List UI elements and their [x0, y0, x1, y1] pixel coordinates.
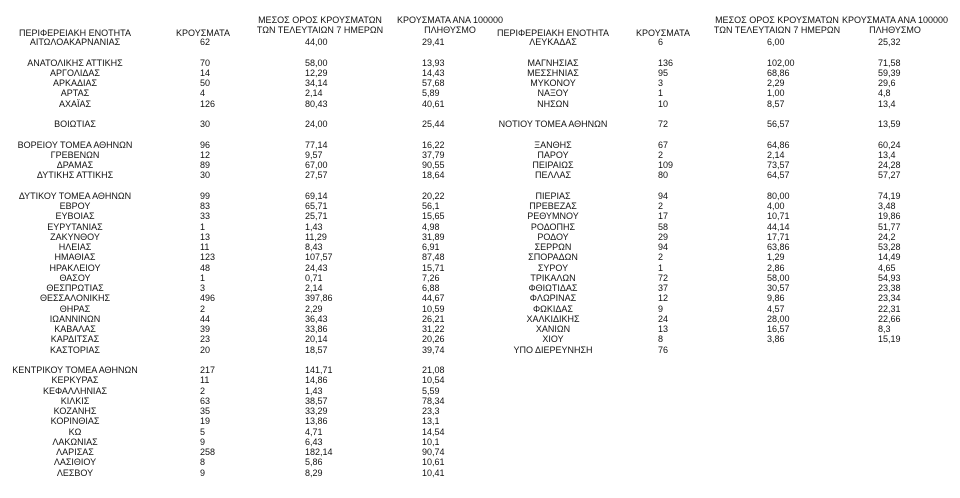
cases-cell: 76 — [658, 344, 669, 355]
per100k-cell: 54,93 — [878, 272, 901, 283]
per100k-cell: 16,22 — [422, 139, 445, 150]
right-header-avg7 — [712, 15, 842, 35]
cases-cell: 123 — [200, 252, 216, 263]
per100k-cell: 24,28 — [878, 160, 901, 170]
avg7-cell: 36,43 — [305, 313, 328, 324]
cases-cell: 13 — [200, 231, 211, 242]
avg7-cell: 1,00 — [767, 88, 785, 99]
region-name-cell: ΙΩΑΝΝΙΝΩΝ — [49, 313, 101, 324]
left-header-region: ΠΕΡΙΦΕΡΕΙΑΚΗ ΕΝΟΤΗΤΑ — [18, 28, 132, 38]
avg7-cell: 68,86 — [767, 67, 790, 78]
avg7-cell: 17,71 — [767, 231, 790, 242]
per100k-cell: 10,1 — [422, 436, 440, 447]
region-name-cell: ΧΙΟΥ — [542, 334, 564, 345]
cases-cell: 12 — [200, 149, 211, 160]
left-header-avg7-line2: ΤΩΝ ΤΕΛΕΥΤΑΙΩΝ 7 ΗΜΕΡΩΝ — [256, 25, 384, 35]
cases-cell: 9 — [658, 303, 664, 314]
region-name-cell: ΛΕΣΒΟΥ — [56, 467, 94, 478]
region-name-cell: ΧΑΛΚΙΔΙΚΗΣ — [526, 313, 580, 324]
cases-cell: 2 — [200, 385, 206, 396]
avg7-cell: 141,71 — [305, 365, 333, 375]
avg7-cell: 6,00 — [767, 37, 785, 47]
avg7-cell: 2,14 — [767, 149, 785, 160]
cases-cell: 29 — [658, 231, 669, 242]
avg7-cell: 2,86 — [767, 262, 785, 273]
cases-cell: 30 — [200, 170, 211, 181]
avg7-cell: 8,43 — [305, 242, 323, 252]
per100k-cell: 60,24 — [878, 139, 901, 150]
right-header-avg7-line2: ΤΩΝ ΤΕΛΕΥΤΑΙΩΝ 7 ΗΜΕΡΩΝ — [713, 25, 841, 35]
per100k-cell: 57,27 — [878, 170, 901, 181]
avg7-cell: 4,57 — [767, 303, 785, 314]
per100k-cell: 5,89 — [422, 88, 440, 99]
avg7-cell: 8,29 — [305, 467, 323, 478]
region-name-cell: ΔΡΑΜΑΣ — [56, 160, 94, 170]
cases-cell: 44 — [200, 313, 211, 324]
region-name-cell: ΚΟΖΑΝΗΣ — [53, 406, 97, 416]
left-header-per100k-line1: ΚΡΟΥΣΜΑΤΑ ΑΝΑ 100000 — [397, 15, 503, 25]
cases-cell: 83 — [200, 201, 211, 211]
region-name-cell: ΚΟΡΙΝΘΙΑΣ — [50, 416, 100, 427]
cases-cell: 70 — [200, 57, 211, 68]
cases-cell: 11 — [200, 375, 210, 386]
right-header-per100k-line2: ΠΛΗΘΥΣΜΟ — [869, 25, 921, 35]
cases-cell: 217 — [200, 365, 216, 375]
right-header-per100k-line1: ΚΡΟΥΣΜΑΤΑ ΑΝΑ 100000 — [842, 15, 948, 25]
avg7-cell: 27,57 — [305, 170, 328, 181]
avg7-cell: 107,57 — [305, 252, 333, 263]
avg7-cell: 4,71 — [305, 426, 323, 437]
region-name-cell: ΡΕΘΥΜΝΟΥ — [527, 211, 579, 222]
region-name-cell: ΛΕΥΚΑΔΑΣ — [529, 37, 577, 47]
per100k-cell: 13,59 — [878, 119, 901, 129]
cases-cell: 2 — [658, 252, 664, 263]
cases-cell: 72 — [658, 119, 669, 129]
avg7-cell: 24,43 — [305, 262, 328, 273]
per100k-cell: 22,66 — [878, 313, 901, 324]
avg7-cell: 1,43 — [305, 385, 323, 396]
avg7-cell: 67,00 — [305, 160, 328, 170]
per100k-cell: 15,19 — [878, 334, 901, 345]
region-name-cell: ΦΘΙΩΤΙΔΑΣ — [528, 283, 578, 293]
region-name-cell: ΛΑΚΩΝΙΑΣ — [52, 436, 98, 447]
region-name-cell: ΚΑΒΑΛΑΣ — [54, 324, 96, 334]
region-name-cell: ΘΗΡΑΣ — [59, 303, 91, 314]
region-name-cell: ΕΒΡΟΥ — [59, 201, 91, 211]
cases-cell: 19 — [200, 416, 211, 427]
avg7-cell: 33,86 — [305, 324, 328, 334]
region-name-cell: ΑΡΚΑΔΙΑΣ — [52, 78, 98, 88]
per100k-cell: 10,59 — [422, 303, 445, 314]
per100k-cell: 13,4 — [878, 149, 896, 160]
cases-cell: 33 — [200, 211, 211, 222]
per100k-cell: 25,32 — [878, 37, 901, 47]
region-name-cell: ΛΑΣΙΘΙΟΥ — [53, 457, 97, 468]
avg7-cell: 73,57 — [767, 160, 790, 170]
avg7-cell: 102,00 — [767, 57, 795, 68]
avg7-cell: 11,29 — [305, 231, 327, 242]
region-name-cell: ΛΑΡΙΣΑΣ — [56, 447, 94, 457]
per100k-cell: 6,91 — [422, 242, 440, 252]
per100k-cell: 14,54 — [422, 426, 445, 437]
per100k-cell: 4,8 — [878, 88, 891, 99]
cases-cell: 5 — [200, 426, 206, 437]
region-name-cell: ΘΑΣΟΥ — [59, 272, 91, 283]
avg7-cell: 33,29 — [305, 406, 328, 416]
cases-cell: 30 — [200, 119, 211, 129]
cases-cell: 109 — [658, 160, 674, 170]
cases-cell: 8 — [658, 334, 664, 345]
left-header-cases: ΚΡΟΥΣΜΑΤΑ — [176, 28, 230, 38]
cases-cell: 58 — [658, 221, 669, 232]
per100k-cell: 20,22 — [422, 190, 445, 201]
cases-cell: 1 — [658, 88, 664, 99]
avg7-cell: 77,14 — [305, 139, 328, 150]
per100k-cell: 10,41 — [422, 467, 445, 478]
left-header-avg7-line1: ΜΕΣΟΣ ΟΡΟΣ ΚΡΟΥΣΜΑΤΩΝ — [258, 15, 382, 25]
region-name-cell: ΝΗΣΩΝ — [537, 98, 569, 109]
cases-cell: 20 — [200, 344, 211, 355]
cases-cell: 12 — [658, 293, 669, 304]
region-name-cell: ΗΜΑΘΙΑΣ — [54, 252, 96, 263]
cases-cell: 63 — [200, 395, 211, 406]
region-name-cell: ΠΙΕΡΙΑΣ — [535, 190, 571, 201]
cases-cell: 9 — [200, 436, 206, 447]
cases-cell: 14 — [200, 67, 211, 78]
region-name-cell: ΚΕΝΤΡΙΚΟΥ ΤΟΜΕΑ ΑΘΗΝΩΝ — [12, 365, 138, 375]
avg7-cell: 8,57 — [767, 98, 785, 109]
cases-cell: 94 — [658, 190, 669, 201]
region-name-cell: ΒΟΡΕΙΟΥ ΤΟΜΕΑ ΑΘΗΝΩΝ — [17, 139, 133, 150]
avg7-cell: 58,00 — [767, 272, 790, 283]
per100k-cell: 37,79 — [422, 149, 445, 160]
per100k-cell: 87,48 — [422, 252, 445, 263]
per100k-cell: 40,61 — [422, 98, 445, 109]
per100k-cell: 13,4 — [878, 98, 896, 109]
per100k-cell: 39,74 — [422, 344, 445, 355]
cases-cell: 1 — [200, 272, 206, 283]
avg7-cell: 4,00 — [767, 201, 785, 211]
avg7-cell: 1,43 — [305, 221, 323, 232]
cases-cell: 50 — [200, 78, 211, 88]
avg7-cell: 64,57 — [767, 170, 790, 181]
avg7-cell: 397,86 — [305, 293, 333, 304]
per100k-cell: 4,65 — [878, 262, 896, 273]
cases-cell: 9 — [200, 467, 206, 478]
avg7-cell: 16,57 — [767, 324, 790, 334]
region-name-cell: ΑΝΑΤΟΛΙΚΗΣ ΑΤΤΙΚΗΣ — [27, 57, 123, 68]
region-name-cell: ΚΩ — [68, 426, 82, 437]
avg7-cell: 10,71 — [767, 211, 790, 222]
region-name-cell: ΕΥΡΥΤΑΝΙΑΣ — [47, 221, 103, 232]
per100k-cell: 6,88 — [422, 283, 440, 293]
cases-cell: 496 — [200, 293, 216, 304]
region-name-cell: ΤΡΙΚΑΛΩΝ — [530, 272, 576, 283]
cases-cell: 3 — [658, 78, 664, 88]
per100k-cell: 90,74 — [422, 447, 445, 457]
per100k-cell: 25,44 — [422, 119, 445, 129]
region-name-cell: ΚΕΡΚΥΡΑΣ — [51, 375, 99, 386]
per100k-cell: 10,61 — [422, 457, 445, 468]
per100k-cell: 7,26 — [422, 272, 440, 283]
cases-cell: 23 — [200, 334, 211, 345]
cases-cell: 2 — [658, 201, 664, 211]
per100k-cell: 23,34 — [878, 293, 901, 304]
right-header-region: ΠΕΡΙΦΕΡΕΙΑΚΗ ΕΝΟΤΗΤΑ — [496, 28, 610, 38]
avg7-cell: 56,57 — [767, 119, 790, 129]
region-name-cell: ΝΟΤΙΟΥ ΤΟΜΕΑ ΑΘΗΝΩΝ — [498, 119, 608, 129]
region-name-cell: ΑΡΤΑΣ — [60, 88, 90, 99]
region-name-cell: ΦΛΩΡΙΝΑΣ — [529, 293, 577, 304]
avg7-cell: 64,86 — [767, 139, 790, 150]
cases-cell: 48 — [200, 262, 211, 273]
cases-cell: 72 — [658, 272, 669, 283]
avg7-cell: 2,14 — [305, 88, 323, 99]
per100k-cell: 51,77 — [878, 221, 901, 232]
avg7-cell: 2,14 — [305, 283, 323, 293]
per100k-cell: 74,19 — [878, 190, 901, 201]
region-name-cell: ΠΕΛΛΑΣ — [534, 170, 572, 181]
right-header-avg7-line1: ΜΕΣΟΣ ΟΡΟΣ ΚΡΟΥΣΜΑΤΩΝ — [715, 15, 839, 25]
cases-cell: 80 — [658, 170, 669, 181]
cases-cell: 67 — [658, 139, 669, 150]
per100k-cell: 26,21 — [422, 313, 445, 324]
region-name-cell: ΚΑΡΔΙΤΣΑΣ — [50, 334, 100, 345]
per100k-cell: 14,49 — [878, 252, 901, 263]
region-name-cell: ΚΕΦΑΛΛΗΝΙΑΣ — [42, 385, 108, 396]
region-name-cell: ΡΟΔΟΠΗΣ — [530, 221, 576, 232]
per100k-cell: 21,08 — [422, 365, 445, 375]
cases-cell: 2 — [200, 303, 206, 314]
region-name-cell: ΜΕΣΣΗΝΙΑΣ — [527, 67, 579, 78]
avg7-cell: 30,57 — [767, 283, 790, 293]
per100k-cell: 19,86 — [878, 211, 901, 222]
region-name-cell: ΣΥΡΟΥ — [537, 262, 569, 273]
region-name-cell: ΗΛΕΙΑΣ — [58, 242, 92, 252]
per100k-cell: 24,2 — [878, 231, 896, 242]
avg7-cell: 13,86 — [305, 416, 328, 427]
region-name-cell: ΣΠΟΡΑΔΩΝ — [528, 252, 578, 263]
right-header-per100k — [830, 15, 960, 35]
avg7-cell: 5,86 — [305, 457, 323, 468]
avg7-cell: 14,86 — [305, 375, 328, 386]
avg7-cell: 18,57 — [305, 344, 328, 355]
avg7-cell: 28,00 — [767, 313, 790, 324]
avg7-cell: 0,71 — [305, 272, 323, 283]
avg7-cell: 3,86 — [767, 334, 785, 345]
per100k-cell: 53,28 — [878, 242, 901, 252]
region-name-cell: ΑΧΑΪΑΣ — [58, 98, 92, 109]
region-name-cell: ΗΡΑΚΛΕΙΟΥ — [49, 262, 101, 273]
avg7-cell: 44,14 — [767, 221, 790, 232]
cases-cell: 62 — [200, 37, 211, 47]
cases-cell: 13 — [658, 324, 669, 334]
region-name-cell: ΚΑΣΤΟΡΙΑΣ — [50, 344, 100, 355]
cases-cell: 39 — [200, 324, 211, 334]
avg7-cell: 20,14 — [305, 334, 328, 345]
cases-cell: 3 — [200, 283, 206, 293]
avg7-cell: 1,29 — [767, 252, 785, 263]
cases-cell: 37 — [658, 283, 669, 293]
per100k-cell: 3,48 — [878, 201, 896, 211]
cases-cell: 17 — [658, 211, 669, 222]
per100k-cell: 10,54 — [422, 375, 445, 386]
per100k-cell: 4,98 — [422, 221, 440, 232]
cases-cell: 11 — [200, 242, 210, 252]
per100k-cell: 18,64 — [422, 170, 445, 181]
region-name-cell: ΦΩΚΙΔΑΣ — [533, 303, 573, 314]
avg7-cell: 2,29 — [767, 78, 785, 88]
region-name-cell: ΑΙΤΩΛΟΑΚΑΡΝΑΝΙΑΣ — [29, 37, 121, 47]
per100k-cell: 56,1 — [422, 201, 440, 211]
per100k-cell: 44,67 — [422, 293, 445, 304]
region-name-cell: ΧΑΝΙΩΝ — [535, 324, 571, 334]
region-name-cell: ΠΡΕΒΕΖΑΣ — [529, 201, 577, 211]
left-header-avg7 — [255, 15, 385, 35]
per100k-cell: 15,65 — [422, 211, 445, 222]
region-name-cell: ΡΟΔΟΥ — [537, 231, 569, 242]
cases-cell: 96 — [200, 139, 211, 150]
region-name-cell: ΘΕΣΠΡΩΤΙΑΣ — [46, 283, 104, 293]
region-name-cell: ΝΑΞΟΥ — [537, 88, 569, 99]
cases-cell: 4 — [200, 88, 206, 99]
per100k-cell: 23,3 — [422, 406, 440, 416]
per100k-cell: 29,41 — [422, 37, 445, 47]
per100k-cell: 31,22 — [422, 324, 445, 334]
avg7-cell: 58,00 — [305, 57, 328, 68]
per100k-cell: 90,55 — [422, 160, 445, 170]
cases-cell: 24 — [658, 313, 669, 324]
region-name-cell: ΜΥΚΟΝΟΥ — [530, 78, 576, 88]
region-name-cell: ΥΠΟ ΔΙΕΡΕΥΝΗΣΗ — [513, 344, 593, 355]
region-name-cell: ΕΥΒΟΙΑΣ — [55, 211, 95, 222]
cases-cell: 258 — [200, 447, 216, 457]
cases-cell: 8 — [200, 457, 206, 468]
per100k-cell: 14,43 — [422, 67, 445, 78]
region-name-cell: ΔΥΤΙΚΗΣ ΑΤΤΙΚΗΣ — [36, 170, 114, 181]
per100k-cell: 15,71 — [422, 262, 445, 273]
per100k-cell: 5,59 — [422, 385, 440, 396]
per100k-cell: 23,38 — [878, 283, 901, 293]
cases-cell: 35 — [200, 406, 211, 416]
cases-cell: 136 — [658, 57, 674, 68]
per100k-cell: 71,58 — [878, 57, 901, 68]
per100k-cell: 8,3 — [878, 324, 891, 334]
per100k-cell: 29,6 — [878, 78, 896, 88]
region-name-cell: ΠΕΙΡΑΙΩΣ — [532, 160, 574, 170]
per100k-cell: 13,1 — [422, 416, 440, 427]
cases-cell: 6 — [658, 37, 664, 47]
avg7-cell: 9,57 — [305, 149, 323, 160]
cases-cell: 99 — [200, 190, 211, 201]
region-name-cell: ΜΑΓΝΗΣΙΑΣ — [527, 57, 579, 68]
left-header-per100k-line2: ΠΛΗΘΥΣΜΟ — [424, 25, 476, 35]
cases-cell: 10 — [658, 98, 669, 109]
per100k-cell: 22,31 — [878, 303, 901, 314]
avg7-cell: 2,29 — [305, 303, 323, 314]
region-name-cell: ΑΡΓΟΛΙΔΑΣ — [50, 67, 100, 78]
region-name-cell: ΘΕΣΣΑΛΟΝΙΚΗΣ — [39, 293, 111, 304]
avg7-cell: 38,57 — [305, 395, 328, 406]
avg7-cell: 9,86 — [767, 293, 785, 304]
per100k-cell: 13,93 — [422, 57, 445, 68]
avg7-cell: 65,71 — [305, 201, 328, 211]
right-header-cases: ΚΡΟΥΣΜΑΤΑ — [636, 28, 690, 38]
per100k-cell: 78,34 — [422, 395, 445, 406]
per100k-cell: 59,39 — [878, 67, 901, 78]
avg7-cell: 63,86 — [767, 242, 790, 252]
cases-cell: 2 — [658, 149, 664, 160]
avg7-cell: 69,14 — [305, 190, 328, 201]
per100k-cell: 57,68 — [422, 78, 445, 88]
region-name-cell: ΖΑΚΥΝΘΟΥ — [50, 231, 100, 242]
per100k-cell: 31,89 — [422, 231, 445, 242]
avg7-cell: 80,00 — [767, 190, 790, 201]
region-name-cell: ΞΑΝΘΗΣ — [534, 139, 572, 150]
avg7-cell: 24,00 — [305, 119, 328, 129]
cases-cell: 89 — [200, 160, 211, 170]
cases-cell: 126 — [200, 98, 216, 109]
region-name-cell: ΠΑΡΟΥ — [537, 149, 569, 160]
cases-cell: 95 — [658, 67, 669, 78]
avg7-cell: 80,43 — [305, 98, 328, 109]
region-name-cell: ΣΕΡΡΩΝ — [534, 242, 572, 252]
region-name-cell: ΚΙΛΚΙΣ — [60, 395, 90, 406]
avg7-cell: 12,29 — [305, 67, 328, 78]
avg7-cell: 25,71 — [305, 211, 328, 222]
cases-cell: 1 — [200, 221, 206, 232]
region-name-cell: ΓΡΕΒΕΝΩΝ — [50, 149, 100, 160]
avg7-cell: 34,14 — [305, 78, 328, 88]
avg7-cell: 44,00 — [305, 37, 328, 47]
cases-cell: 94 — [658, 242, 669, 252]
region-name-cell: ΒΟΙΩΤΙΑΣ — [54, 119, 96, 129]
cases-cell: 1 — [658, 262, 664, 273]
region-name-cell: ΔΥΤΙΚΟΥ ΤΟΜΕΑ ΑΘΗΝΩΝ — [18, 190, 132, 201]
per100k-cell: 20,26 — [422, 334, 445, 345]
avg7-cell: 6,43 — [305, 436, 323, 447]
avg7-cell: 182,14 — [305, 447, 333, 457]
